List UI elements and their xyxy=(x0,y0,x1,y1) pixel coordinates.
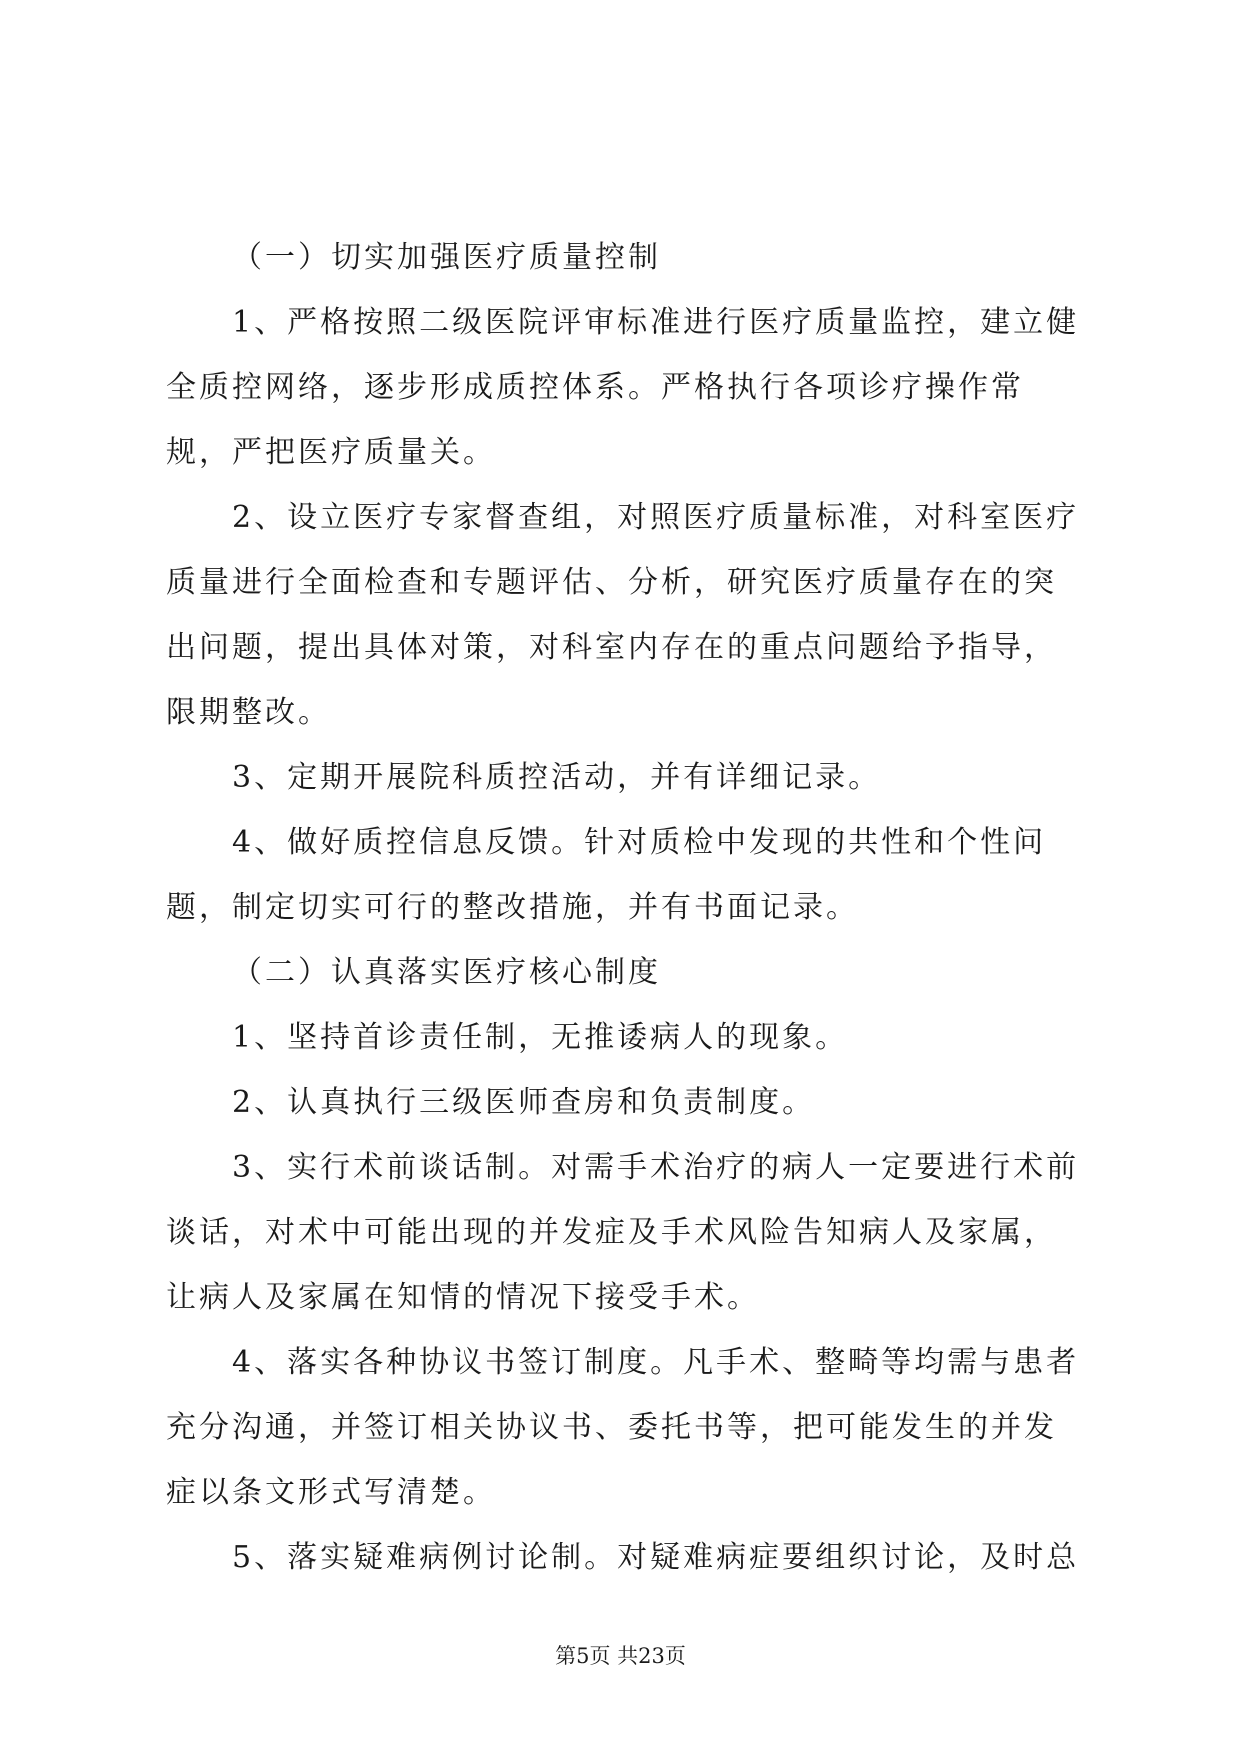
document-body xyxy=(166,225,1086,1590)
section-heading-1: （一）切实加强医疗质量控制 xyxy=(232,240,661,275)
paragraph: 4、落实各种协议书签订制度。凡手术、整畸等均需与患者充分沟通，并签订相关协议书、委托书等，把可能发生的并发症以条文形式写清楚。 xyxy=(166,1345,1080,1510)
paragraph: 4、做好质控信息反馈。针对质检中发现的共性和个性问题，制定切实可行的整改措施，并有书面记录。 xyxy=(166,825,1047,925)
paragraph: 5、落实疑难病例讨论制。对疑难病症要组织讨论，及时总 xyxy=(232,1540,1080,1575)
paragraph: 3、定期开展院科质控活动，并有详细记录。 xyxy=(232,760,882,795)
paragraph: 1、坚持首诊责任制，无推诿病人的现象。 xyxy=(232,1020,849,1055)
paragraph: 1、严格按照二级医院评审标准进行医疗质量监控，建立健全质控网络，逐步形成质控体系。严格执行各项诊疗操作常规，严把医疗质量关。 xyxy=(166,305,1080,470)
paragraph: 2、认真执行三级医师查房和负责制度。 xyxy=(232,1085,816,1120)
paragraph: 3、实行术前谈话制。对需手术治疗的病人一定要进行术前谈话，对术中可能出现的并发症及手术风险告知病人及家属，让病人及家属在知情的情况下接受手术。 xyxy=(166,1150,1080,1315)
page-number-footer: 第5页 共23页 xyxy=(555,1644,686,1668)
section-heading-2: （二）认真落实医疗核心制度 xyxy=(232,955,661,990)
paragraph: 2、设立医疗专家督查组，对照医疗质量标准，对科室医疗质量进行全面检查和专题评估、分析，研究医疗质量存在的突出问题，提出具体对策，对科室内存在的重点问题给予指导，限期整改。 xyxy=(166,500,1080,730)
